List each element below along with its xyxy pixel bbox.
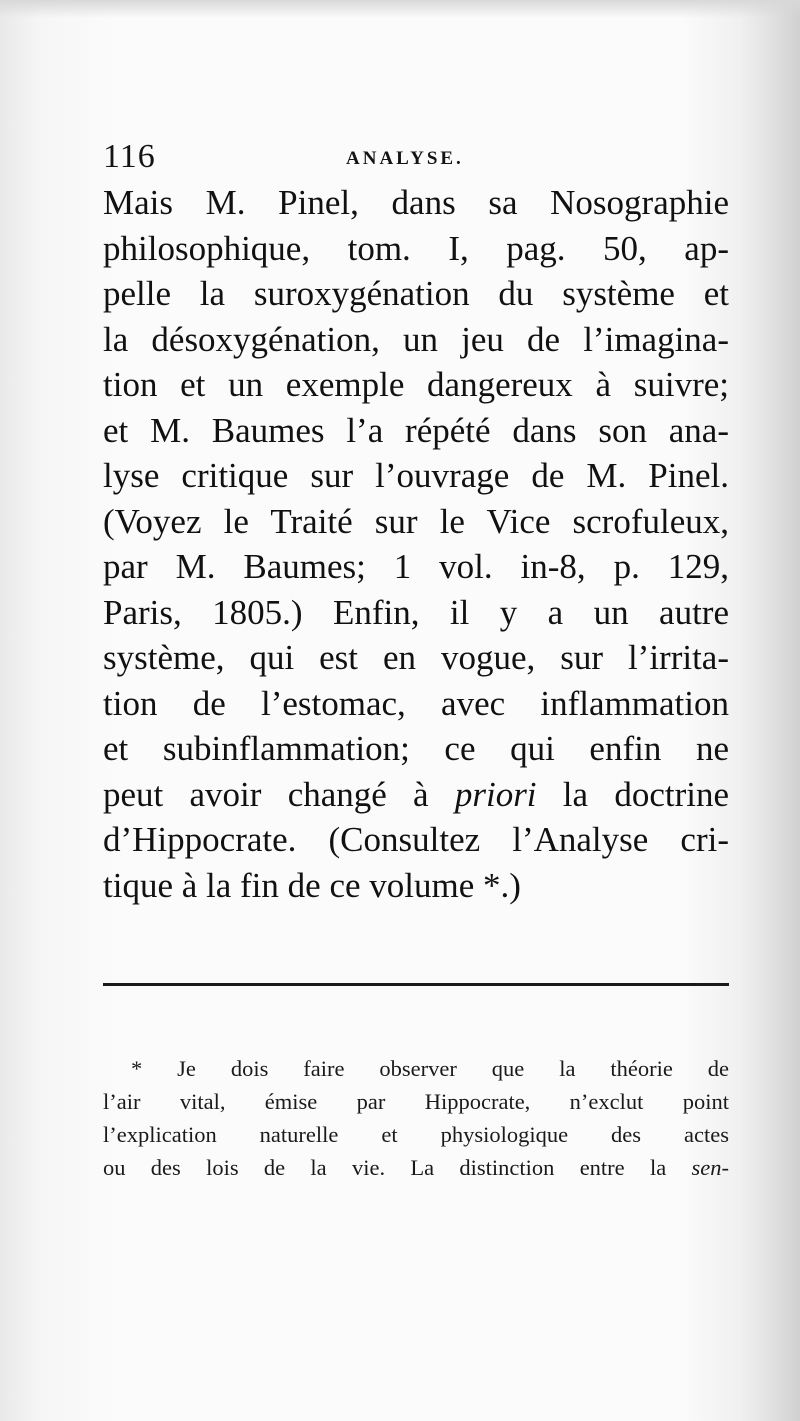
footnote-line: l’air vital, émise par Hippocrate, n’exclut point: [103, 1089, 729, 1114]
footnote-line: * Je dois faire observer que la théorie de: [131, 1056, 729, 1081]
footnote: [103, 1052, 729, 1184]
text-line: Paris, 1805.) Enfin, il y a un autre: [103, 592, 729, 632]
text-line: par M. Baumes; 1 vol. in-8, p. 129,: [103, 547, 729, 586]
text-line: la désoxygénation, un jeu de l’imagina-: [103, 319, 729, 359]
text-line: et subinflammation; ce qui enfin ne: [103, 729, 729, 768]
text-line: système, qui est en vogue, sur l’irrita-: [103, 638, 729, 677]
footnote-line: l’explication naturelle et physiologique des actes: [103, 1122, 729, 1147]
text-line: et M. Baumes l’a répété dans son ana-: [103, 410, 729, 450]
main-text: [103, 180, 729, 908]
text-line: pelle la suroxygénation du système et: [103, 274, 729, 313]
text-line: tion de l’estomac, avec inflammation: [103, 683, 729, 723]
italic-word: priori: [454, 774, 537, 814]
running-head: ANALYSE.: [346, 148, 464, 169]
text-line: d’Hippocrate. (Consultez l’Analyse cri-: [103, 820, 729, 859]
text-line: lyse critique sur l’ouvrage de M. Pinel.: [103, 456, 729, 495]
text-segment: peut avoir changé à: [103, 774, 455, 814]
text-line-with-italic: [103, 772, 729, 818]
footnote-line-with-italic: [103, 1151, 729, 1184]
page-edge-shadow: [0, 0, 800, 18]
text-line: philosophique, tom. I, pag. 50, ap-: [103, 228, 729, 268]
text-line-last: tique à la fin de ce volume *.): [103, 865, 521, 905]
page-header: [103, 138, 729, 178]
text-segment: la doctrine: [536, 774, 729, 814]
text-line: (Voyez le Traité sur le Vice scrofuleux,: [103, 501, 729, 541]
italic-word: sen-: [691, 1155, 729, 1180]
text-line: Mais M. Pinel, dans sa Nosographie: [103, 183, 729, 222]
footnote-rule: [103, 983, 729, 986]
text-line: tion et un exemple dangereux à suivre;: [103, 365, 729, 404]
page-number: 116: [103, 138, 156, 175]
text-segment: ou des lois de la vie. La distinction entre la: [103, 1155, 692, 1180]
